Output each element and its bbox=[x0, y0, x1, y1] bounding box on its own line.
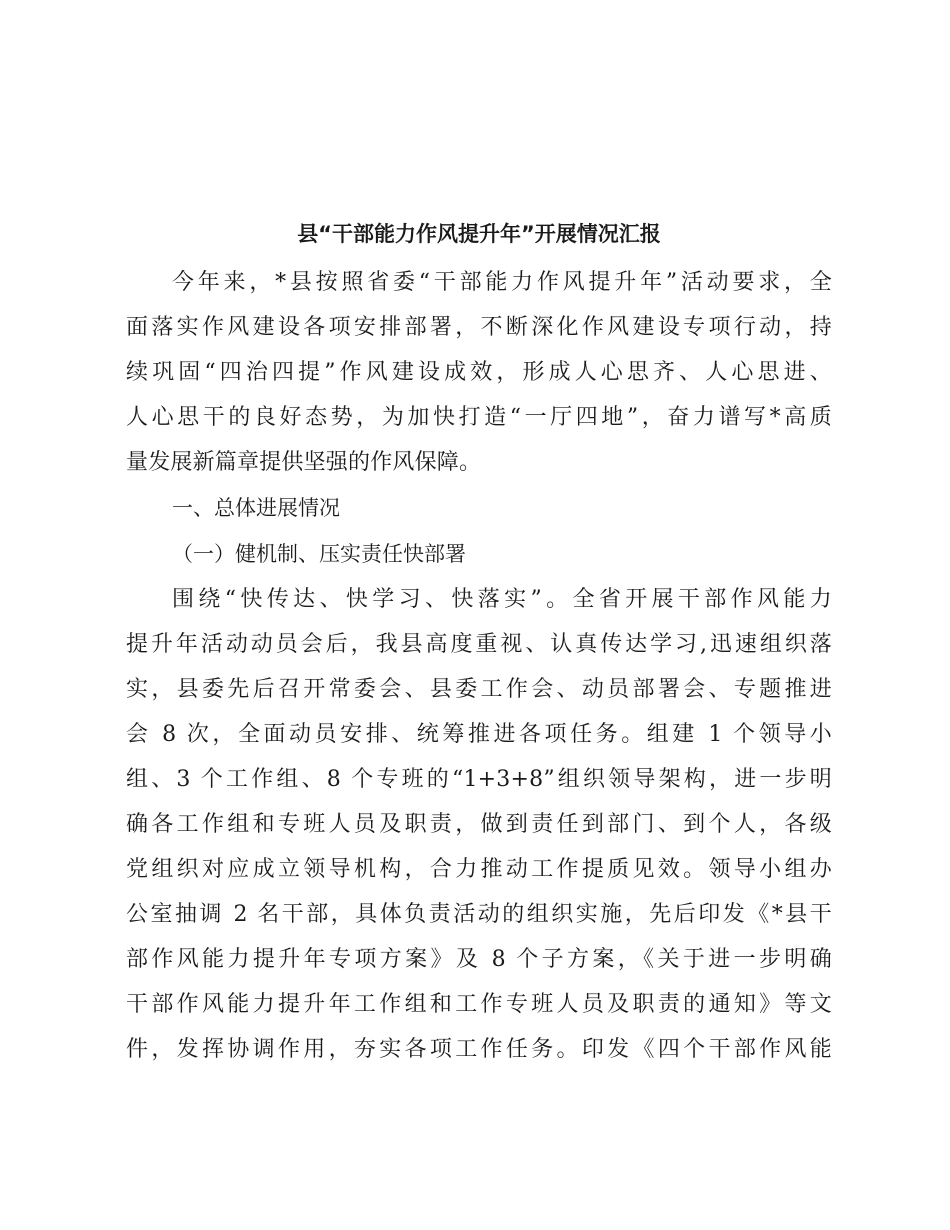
paragraph-line: 今年来，*县按照省委“干部能力作风提升年”活动要求，全 bbox=[172, 270, 832, 295]
paragraph-line: 确各工作组和专班人员及职责，做到责任到部门、到个人，各级 bbox=[126, 812, 832, 837]
document-body bbox=[126, 214, 832, 1072]
subsection-heading: （一）健机制、压实责任快部署 bbox=[172, 542, 466, 566]
document-title: 县“干部能力作风提升年”开展情况汇报 bbox=[297, 222, 661, 246]
paragraph-line: 组、3 个工作组、8 个专班的“1+3+8”组织领导架构，进一步明 bbox=[126, 767, 832, 792]
paragraph-line: 人心思干的良好态势，为加快打造“一厅四地”，奋力谱写*高质 bbox=[126, 405, 832, 430]
body-paragraph bbox=[126, 577, 832, 1072]
paragraph-line: 件，发挥协调作用，夯实各项工作任务。印发《四个干部作风能 bbox=[126, 1037, 832, 1062]
intro-paragraph bbox=[126, 260, 832, 485]
paragraph-line: 会 8 次，全面动员安排、统筹推进各项任务。组建 1 个领导小 bbox=[126, 722, 832, 747]
paragraph-line: 党组织对应成立领导机构，合力推动工作提质见效。领导小组办 bbox=[126, 857, 832, 882]
paragraph-line: 面落实作风建设各项安排部署，不断深化作风建设专项行动，持 bbox=[126, 315, 832, 340]
paragraph-line: 围绕“快传达、快学习、快落实”。全省开展干部作风能力 bbox=[172, 587, 832, 612]
paragraph-line: 续巩固“四治四提”作风建设成效，形成人心思齐、人心思进、 bbox=[126, 360, 832, 385]
paragraph-line: 量发展新篇章提供坚强的作风保障。 bbox=[126, 450, 482, 475]
paragraph-line: 公室抽调 2 名干部，具体负责活动的组织实施，先后印发《*县干 bbox=[126, 902, 832, 927]
paragraph-line: 实，县委先后召开常委会、县委工作会、动员部署会、专题推进 bbox=[126, 677, 832, 702]
paragraph-line: 部作风能力提升年专项方案》及 8 个子方案，《关于进一步明确 bbox=[126, 947, 832, 972]
section-heading: 一、总体进展情况 bbox=[172, 496, 340, 520]
paragraph-line: 提升年活动动员会后，我县高度重视、认真传达学习,迅速组织落 bbox=[126, 632, 832, 657]
paragraph-line: 干部作风能力提升年工作组和工作专班人员及职责的通知》等文 bbox=[126, 992, 832, 1017]
